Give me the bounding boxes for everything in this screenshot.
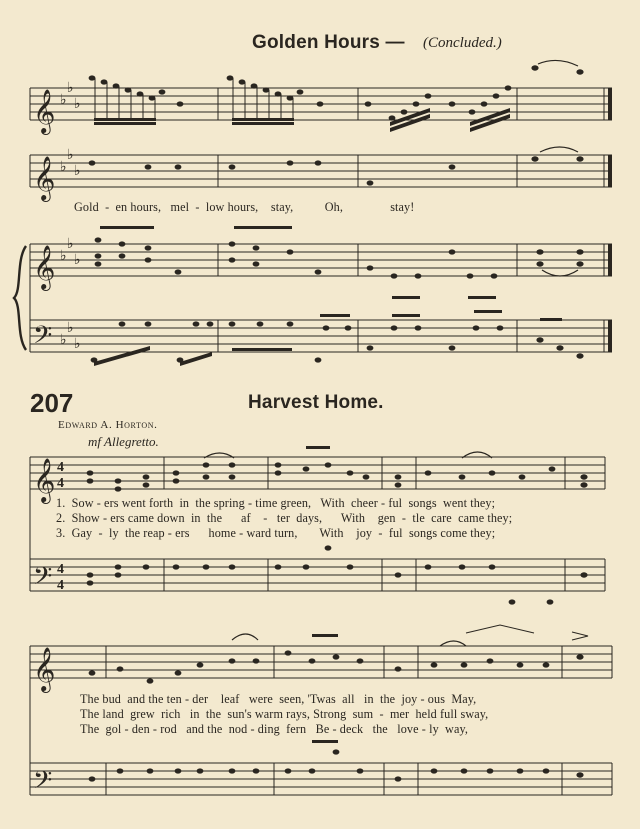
bass-clef-8: 𝄢	[33, 766, 53, 801]
svg-text:♭: ♭	[67, 147, 74, 163]
svg-text:♭: ♭	[60, 92, 67, 108]
treble-clef-7: 𝄞	[33, 647, 56, 691]
concluded-subtitle: (Concluded.)	[423, 35, 502, 51]
hymn-author: Edward A. Horton.	[58, 419, 158, 431]
title-dash: —	[385, 32, 405, 53]
svg-text:♭: ♭	[60, 332, 67, 348]
notes-harvest-bass-2	[89, 749, 584, 781]
bass-clef-6: 𝄢	[33, 562, 53, 597]
verse-3-line-2: The gol - den - rod and the nod - ding fern Be - deck the love - ly way,	[80, 722, 469, 736]
svg-text:4: 4	[57, 578, 64, 593]
verse-1-line-2: The bud and the ten - der leaf were seen, 'Twas all in the joy - ous May,	[80, 692, 477, 706]
svg-text:♭: ♭	[60, 248, 67, 264]
treble-clef-5: 𝄞	[33, 458, 56, 502]
svg-text:♭: ♭	[67, 80, 74, 96]
treble-clef-2: 𝄞	[33, 156, 56, 200]
verse-3-line-1: 3. Gay - ly the reap - ers home - ward turn, With joy - ful songs come they;	[56, 526, 496, 540]
svg-text:♭: ♭	[74, 252, 81, 268]
notes-harvest-treble-1	[87, 462, 588, 491]
notes-harvest-treble-2	[89, 650, 584, 683]
tempo-marking: mf Allegretto.	[88, 434, 159, 449]
svg-text:♭: ♭	[74, 96, 81, 112]
hymn-number: 207	[30, 388, 74, 418]
svg-text:♭: ♭	[60, 159, 67, 175]
svg-text:♭: ♭	[67, 320, 74, 336]
svg-text:♭: ♭	[74, 163, 81, 179]
hymn-title: Harvest Home.	[248, 392, 384, 413]
time-sig-top: 4	[57, 460, 64, 475]
title-text: Golden Hours	[252, 32, 381, 53]
treble-clef-1: 𝄞	[33, 89, 56, 133]
time-sig-bottom: 4	[57, 562, 64, 577]
svg-text:♭: ♭	[67, 236, 74, 252]
verse-1-line-1: 1. Sow - ers went forth in the spring - time green, With cheer - ful songs went they;	[56, 496, 496, 510]
verse-2-line-2: The land grew rich in the sun's warm rays, Strong sum - mer held full sway,	[80, 707, 489, 721]
svg-text:♭: ♭	[74, 336, 81, 352]
svg-text:4: 4	[57, 476, 64, 491]
bass-clef-4: 𝄢	[33, 321, 53, 356]
treble-clef-3: 𝄞	[33, 245, 56, 289]
lyric-golden-hours: Gold - en hours, mel - low hours, stay, Oh, stay!	[74, 200, 415, 214]
verse-2-line-1: 2. Show - ers came down in the af - ter days, With gen - tle care came they;	[56, 511, 513, 525]
